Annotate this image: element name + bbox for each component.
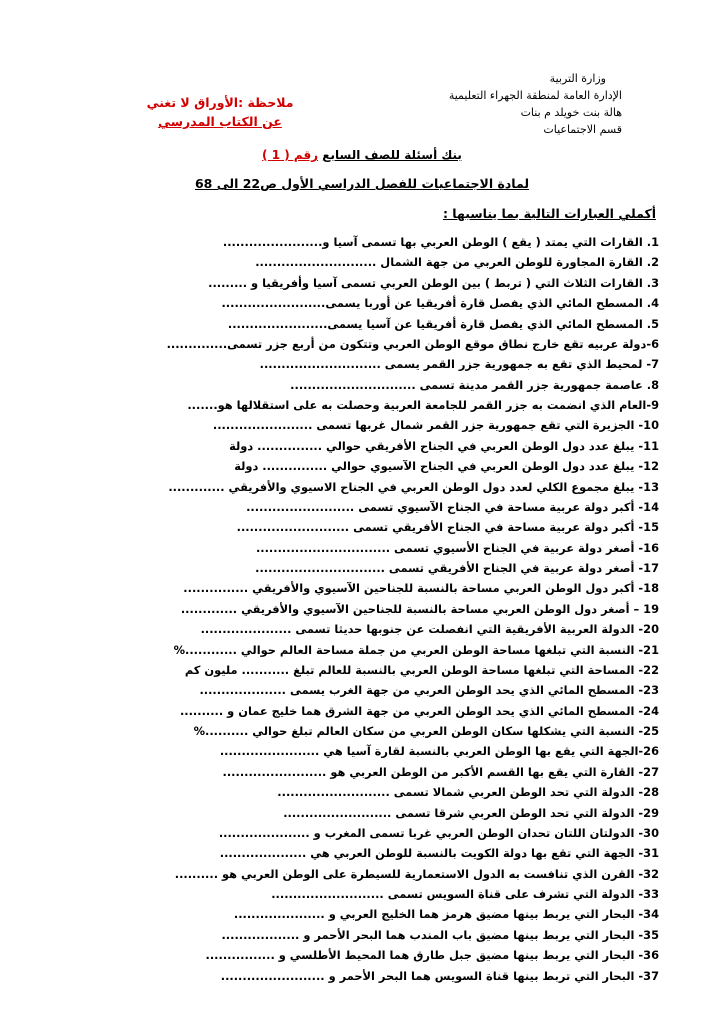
education-district: الإدارة العامة لمنطقة الجهراء التعليمية: [448, 89, 622, 102]
question-item: 36- البحار التي يربط بينها مضيق جبل طارق هما المحيط الأطلسي و ................: [205, 948, 659, 963]
question-item: 25- النسبة التي يشكلها سكان الوطن العربي من سكان العالم تبلغ حوالي ..........%: [193, 724, 659, 738]
question-item: 28- الدولة التي تحد الوطن العربي شمالا تسمى ..........................: [277, 785, 659, 800]
question-item: 30- الدولتان اللتان تحدان الوطن العربي غربا تسمى المغرب و .....................: [218, 825, 659, 840]
textbook-note: [140, 93, 300, 131]
bank-number: رقم ( 1 ): [262, 148, 319, 162]
question-item: 2. القارة المجاورة للوطن العربي من جهة الشمال ............................: [255, 255, 659, 270]
question-item: 4. المسطح المائي الذي يفصل قارة أفريقيا عن أوربا يسمى........................: [221, 296, 659, 311]
school-header: [449, 70, 622, 138]
question-item: 24- المسطح المائي الذي يحد الوطن العربي من جهة الشرق هما خليج عمان و ..........: [179, 703, 659, 718]
instructions: أكملي العبارات التالية بما يناسبها :: [442, 206, 656, 221]
question-item: 33- الدولة التي تشرف على قناة السويس تسمى ..........................: [271, 887, 659, 901]
question-item: 9-العام الذي انضمت به جزر القمر للجامعة العربية وحصلت به على استقلالها هو.......: [187, 398, 659, 412]
question-item: 37- البحار التي تربط بينها قناة السويس هما البحر الأحمر و ........................: [220, 968, 659, 983]
question-item: 3. القارات الثلاث التي ( تربط ) بين الوطن العربي تسمى آسيا وأفريقيا و .........: [208, 275, 659, 290]
question-item: 17- أصغر دولة عربية في الجناح الأفريقي تسمى ..............................: [255, 561, 659, 575]
question-item: 18- أكبر دول الوطن العربي مساحة بالنسبة للجناحين الآسيوي والأفريقي ...............: [183, 581, 659, 596]
question-item: 31- الجهة التي تقع بها دولة الكويت بالنسبة للوطن العربي هي ....................: [219, 846, 659, 861]
subject-title: [0, 176, 724, 191]
question-item: 21- النسبة التي تبلغها مساحة الوطن العربي من جملة مساحة العالم حوالي ............%: [173, 642, 659, 657]
bank-title-text: بنك أسئلة للصف السابع: [322, 148, 462, 162]
question-item: 5. المسطح المائي الذي يفصل قارة أفريقيا عن آسيا يسمى.......................: [227, 316, 659, 331]
question-item: 19 – أصغر دول الوطن العربي مساحة بالنسبة للجناحين الآسيوي والأفريقي .............: [180, 601, 659, 616]
question-item: 27- القارة التي يقع بها القسم الأكبر من الوطن العربي هو ........................: [222, 764, 659, 779]
question-item: 20- الدولة العربية الأفريقية التي انفصلت عن جنوبها حديثا تسمى .....................: [200, 622, 659, 637]
question-bank-title: [0, 148, 724, 162]
question-item: 35- البحار التي يربط بينها مضيق باب المندب هما البحر الأحمر و ..................: [221, 927, 659, 942]
question-item: 11- يبلغ عدد دول الوطن العربي في الجناح الأفريقي حوالي ............... دولة: [229, 438, 659, 453]
questions-list: [59, 232, 659, 986]
school-name: هالة بنت خويلد م بنات: [520, 106, 622, 119]
question-item: 26-الجهة التي يقع بها الوطن العربي بالنسبة لقارة آسيا هي .......................: [219, 744, 659, 759]
question-item: 22- المساحة التي تبلغها مساحة الوطن العربي بالنسبة للعالم تبلغ ........... مليون كم: [184, 662, 659, 677]
question-item: 13- يبلغ مجموع الكلي لعدد دول الوطن العربي في الجناح الاسيوي والأفريقي .............: [168, 479, 659, 494]
question-item: 34- البحار التي يربط بينها مضيق هرمز هما الخليج العربي و .....................: [233, 907, 659, 922]
question-item: 10- الجزيرة التي تقع جمهورية جزر القمر شمال غربها تسمى .......................: [212, 418, 659, 433]
question-item: 12- يبلغ عدد دول الوطن العربي في الجناح الآسيوي حوالي ............... دولة: [234, 459, 659, 474]
question-item: 14- أكبر دولة عربية مساحة في الجناح الآسيوي تسمى .........................: [246, 499, 659, 514]
question-item: 7- لمحيط الذي تقع به جمهورية جزر القمر يسمى ............................: [259, 357, 659, 372]
question-item: 8. عاصمة جمهورية جزر القمر مدينة تسمى .............................: [290, 377, 659, 392]
question-item: 6-دولة عربيه تقع خارج نطاق موقع الوطن العربي وتتكون من أربع جزر تسمى..............: [166, 336, 659, 351]
question-item: 15- أكبر دولة عربية مساحة في الجناح الأفريقي تسمى ..........................: [236, 520, 659, 535]
question-item: 16- أصغر دولة عربية في الجناح الأسيوي تسمى ...............................: [255, 540, 659, 555]
note-line-1: ملاحظة :الأوراق لا تغني: [146, 95, 294, 110]
ministry-name: وزارة التربية: [549, 72, 606, 85]
question-item: 23- المسطح المائي الذي يحد الوطن العربي من جهة الغرب يسمى ....................: [199, 683, 659, 698]
question-item: 32- القرن الذي تنافست به الدول الاستعمارية للسيطرة على الوطن العربي هو ..........: [174, 866, 659, 881]
note-line-2: عن الكتاب المدرسي: [158, 114, 282, 129]
question-item: 29- الدولة التي تحد الوطن العربي شرقا تسمى .........................: [283, 805, 659, 820]
page-range: 22 الى 68: [194, 176, 261, 191]
question-item: 1. القارات التي يمتد ( يقع ) الوطن العربي بها تسمى آسيا و.......................: [222, 235, 659, 249]
subject-text: لمادة الاجتماعيات للفصل الدراسي الأول ص: [260, 176, 530, 191]
department-name: قسم الاجتماعيات: [543, 123, 622, 136]
